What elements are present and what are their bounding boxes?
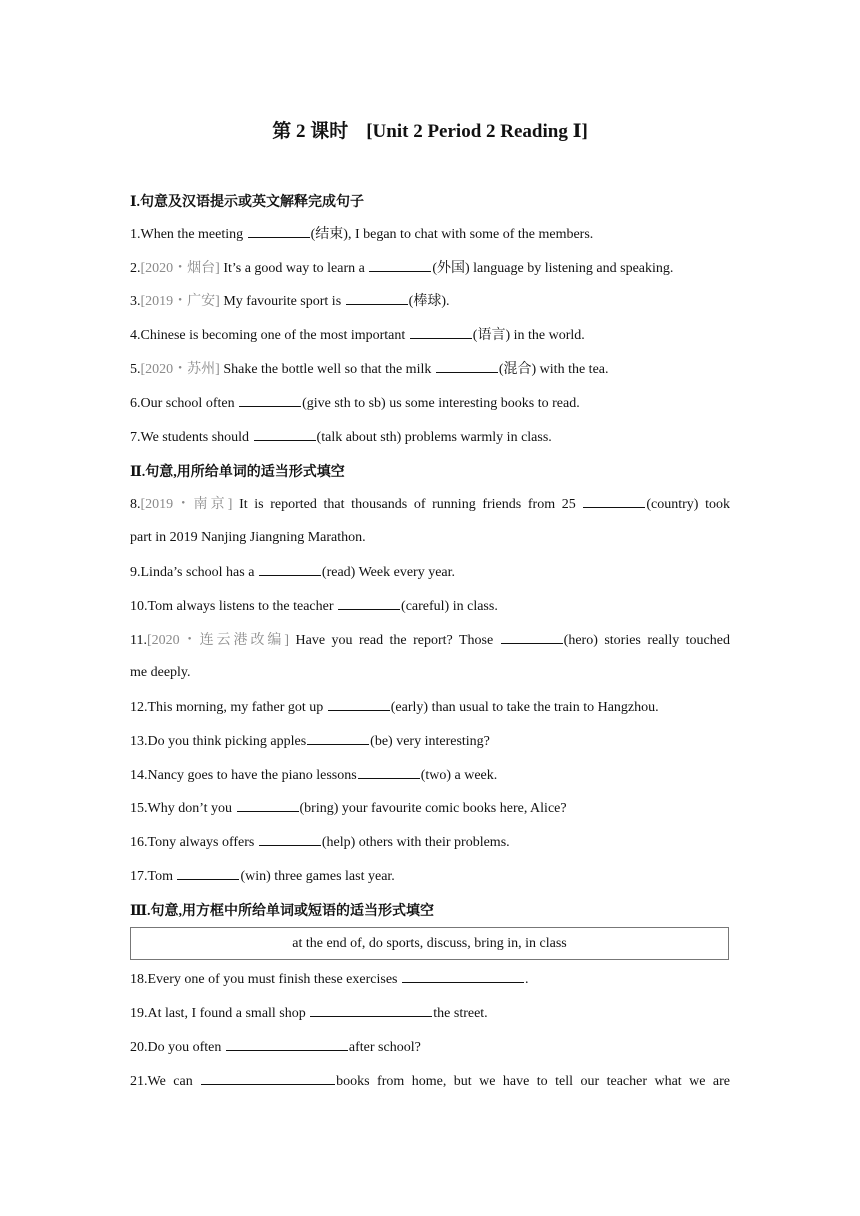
question-8-continued: part in 2019 Nanjing Jiangning Marathon. [130, 530, 366, 545]
section-1-heading: Ⅰ.句意及汉语提示或英文解释完成句子 [130, 195, 365, 210]
section-3-heading: Ⅲ.句意,用方框中所给单词或短语的适当形式填空 [130, 904, 435, 919]
answer-blank[interactable] [358, 765, 420, 779]
source-tag: [2020・连云港改编] [146, 633, 290, 648]
answer-blank[interactable] [239, 393, 301, 407]
question-10: 10.Tom always listens to the teacher (careful) in class. [130, 596, 730, 617]
answer-blank[interactable] [501, 630, 563, 644]
answer-blank[interactable] [259, 562, 321, 576]
question-7: 7.We students should (talk about sth) problems warmly in class. [130, 427, 730, 448]
question-19: 19.At last, I found a small shop the street. [130, 1003, 730, 1024]
source-tag: [2019・广安] [140, 294, 220, 309]
question-21: 21.We can books from home, but we have to tell our teacher what we are [130, 1071, 730, 1092]
question-8: 8.[2019・南京] It is reported that thousands of running friends from 25 (country) took [130, 494, 730, 515]
answer-blank[interactable] [307, 731, 369, 745]
question-1: 1.When the meeting (结束), I began to chat with some of the members. [130, 224, 730, 245]
question-17: 17.Tom (win) three games last year. [130, 866, 730, 887]
title-lesson: 第 2 课时 [272, 121, 349, 142]
answer-blank[interactable] [248, 224, 310, 238]
question-6: 6.Our school often (give sth to sb) us some interesting books to read. [130, 393, 730, 414]
source-tag: [2019・南京] [140, 497, 233, 512]
question-12: 12.This morning, my father got up (early) than usual to take the train to Hangzhou. [130, 697, 730, 718]
question-9: 9.Linda’s school has a (read) Week every year. [130, 562, 730, 583]
answer-blank[interactable] [254, 427, 316, 441]
title-unit: [Unit 2 Period 2 Reading Ⅰ] [366, 121, 588, 142]
question-16: 16.Tony always offers (help) others with their problems. [130, 832, 730, 853]
question-4: 4.Chinese is becoming one of the most important (语言) in the world. [130, 325, 730, 346]
answer-blank[interactable] [237, 798, 299, 812]
question-2: 2.[2020・烟台] It’s a good way to learn a (外国) language by listening and speaking. [130, 258, 730, 279]
page-title [0, 116, 860, 143]
answer-blank[interactable] [259, 832, 321, 846]
question-3: 3.[2019・广安] My favourite sport is (棒球). [130, 291, 730, 312]
word-bank-box: at the end of, do sports, discuss, bring in, in class [130, 927, 729, 960]
answer-blank[interactable] [201, 1071, 335, 1085]
answer-blank[interactable] [338, 596, 400, 610]
question-14: 14.Nancy goes to have the piano lessons (two) a week. [130, 765, 730, 786]
answer-blank[interactable] [369, 258, 431, 272]
question-13: 13.Do you think picking apples (be) very interesting? [130, 731, 730, 752]
answer-blank[interactable] [402, 969, 524, 983]
question-11-continued: me deeply. [130, 665, 191, 680]
source-tag: [2020・烟台] [140, 261, 220, 276]
question-18: 18.Every one of you must finish these exercises . [130, 969, 730, 990]
answer-blank[interactable] [410, 325, 472, 339]
question-15: 15.Why don’t you (bring) your favourite comic books here, Alice? [130, 798, 730, 819]
source-tag: [2020・苏州] [140, 362, 220, 377]
answer-blank[interactable] [436, 359, 498, 373]
answer-blank[interactable] [226, 1037, 348, 1051]
question-20: 20.Do you often after school? [130, 1037, 730, 1058]
answer-blank[interactable] [328, 697, 390, 711]
answer-blank[interactable] [177, 866, 239, 880]
answer-blank[interactable] [583, 494, 645, 508]
answer-blank[interactable] [346, 291, 408, 305]
section-2-heading: Ⅱ.句意,用所给单词的适当形式填空 [130, 465, 345, 480]
question-11: 11.[2020・连云港改编] Have you read the report? Those (hero) stories really touched [130, 630, 730, 651]
question-5: 5.[2020・苏州] Shake the bottle well so that the milk (混合) with the tea. [130, 359, 730, 380]
answer-blank[interactable] [310, 1003, 432, 1017]
